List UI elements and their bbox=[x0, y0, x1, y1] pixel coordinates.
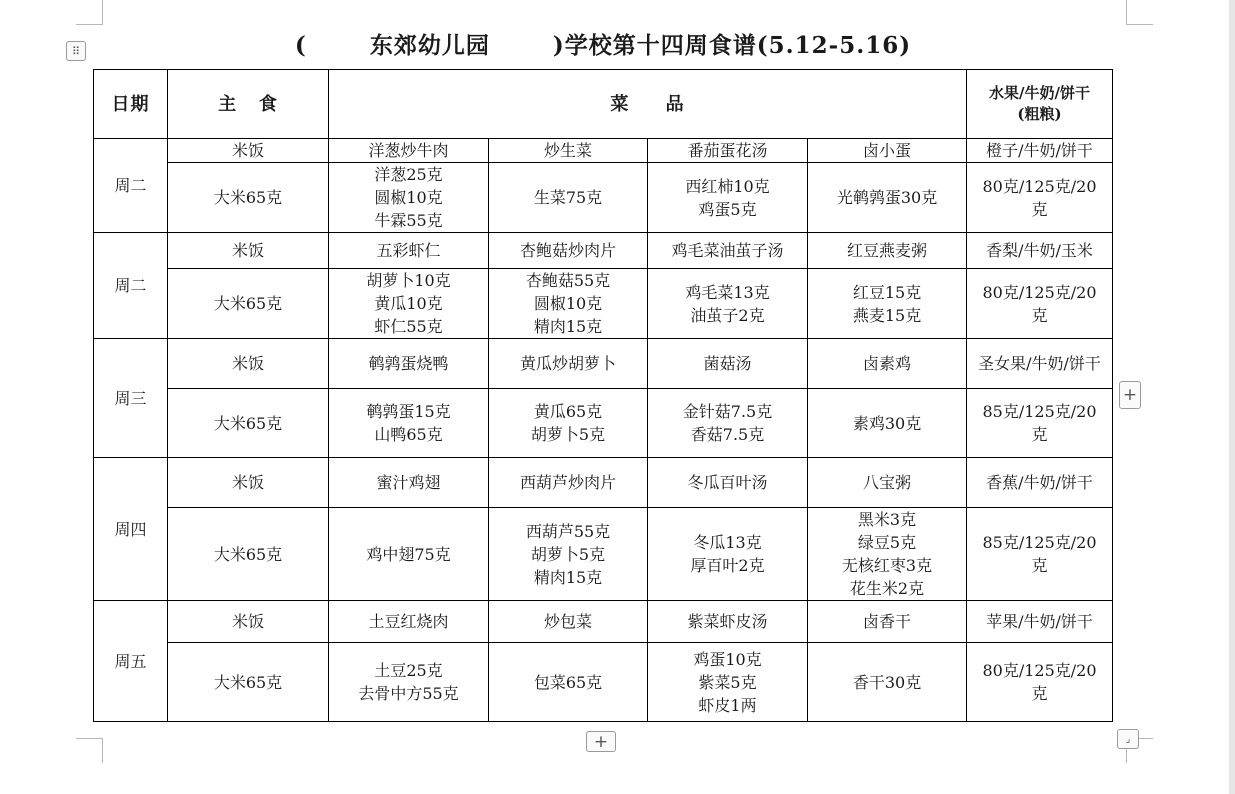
ingredient-line: 鸡蛋5克 bbox=[698, 199, 757, 219]
ingredient-line: 花生米2克 bbox=[849, 579, 925, 598]
ingredient-line: 包菜65克 bbox=[533, 672, 603, 692]
header-row bbox=[94, 70, 1113, 139]
ingredient-line: 光鹌鹑蛋30克 bbox=[836, 188, 938, 207]
day-cell: 周四 bbox=[94, 458, 168, 601]
fruit-detail-cell bbox=[967, 269, 1113, 339]
header-staple: 主 食 bbox=[168, 70, 329, 139]
move-handle-icon: ⠿ bbox=[71, 44, 81, 58]
ingredient-line: 鸡中翅75克 bbox=[366, 544, 451, 564]
staple-name-cell: 米饭 bbox=[168, 601, 329, 643]
ingredient-line: 克 bbox=[1031, 425, 1048, 444]
plus-icon: + bbox=[1122, 385, 1138, 405]
page-title: ( 东郊幼儿园 )学校第十四周食谱(5.12-5.16) bbox=[294, 32, 912, 59]
ingredient-line: 虾仁55克 bbox=[374, 317, 443, 336]
dish-detail-row bbox=[94, 389, 1113, 458]
ingredient-line: 生菜75克 bbox=[533, 188, 603, 207]
soup-detail-cell bbox=[648, 389, 808, 458]
page-corner-top-left bbox=[76, 0, 103, 25]
ingredient-line: 黑米3克 bbox=[857, 510, 917, 529]
ingredient-line: 厚百叶2克 bbox=[690, 556, 765, 575]
menu-body bbox=[94, 139, 1113, 722]
ingredient-line: 圆椒10克 bbox=[533, 294, 603, 313]
day-cell: 周五 bbox=[94, 601, 168, 722]
table-move-handle[interactable] bbox=[66, 41, 86, 61]
staple-name-cell: 米饭 bbox=[168, 139, 329, 163]
ingredient-line: 黄瓜10克 bbox=[374, 294, 443, 313]
ingredient-line: 大米65克 bbox=[213, 188, 283, 207]
fruit-name-cell: 橙子/牛奶/饼干 bbox=[967, 139, 1113, 163]
ingredient-line: 洋葱25克 bbox=[374, 165, 443, 184]
dish-detail-row bbox=[94, 643, 1113, 722]
side-dish-detail-cell bbox=[489, 163, 648, 233]
soup-detail-cell bbox=[648, 269, 808, 339]
ingredient-line: 圆椒10克 bbox=[374, 188, 443, 207]
ingredient-line: 精肉15克 bbox=[533, 317, 603, 336]
plus-icon: + bbox=[593, 731, 609, 752]
main-dish-name-cell: 鹌鹑蛋烧鸭 bbox=[329, 339, 489, 389]
ingredient-line: 克 bbox=[1031, 199, 1048, 219]
side-dish-name-cell: 黄瓜炒胡萝卜 bbox=[489, 339, 648, 389]
ingredient-line: 鸡蛋10克 bbox=[693, 649, 762, 669]
dish-name-row bbox=[94, 233, 1113, 269]
dish-name-row bbox=[94, 601, 1113, 643]
fruit-detail-cell bbox=[967, 643, 1113, 722]
fruit-name-cell: 香梨/牛奶/玉米 bbox=[967, 233, 1113, 269]
side-dish-detail-cell bbox=[489, 269, 648, 339]
day-cell: 周二 bbox=[94, 139, 168, 233]
ingredient-line: 胡萝卜5克 bbox=[530, 425, 606, 444]
main-dish-detail-cell bbox=[329, 163, 489, 233]
side-dish-detail-cell bbox=[489, 389, 648, 458]
ingredient-line: 西红柿10克 bbox=[685, 176, 770, 196]
dish-detail-row bbox=[94, 508, 1113, 601]
side-dish-detail-cell bbox=[489, 508, 648, 601]
ingredient-line: 香干30克 bbox=[852, 672, 922, 692]
main-dish-detail-cell bbox=[329, 269, 489, 339]
soup-detail-cell bbox=[648, 508, 808, 601]
staple-detail-cell bbox=[168, 508, 329, 601]
ingredient-line: 土豆25克 bbox=[374, 661, 443, 680]
ingredient-line: 素鸡30克 bbox=[852, 413, 922, 433]
ingredient-line: 山鸭65克 bbox=[374, 425, 443, 444]
snack-detail-cell bbox=[808, 163, 967, 233]
fruit-name-cell: 苹果/牛奶/饼干 bbox=[967, 601, 1113, 643]
ingredient-line: 燕麦15克 bbox=[852, 305, 922, 325]
dish-detail-row bbox=[94, 163, 1113, 233]
snack-name-cell: 卤香干 bbox=[808, 601, 967, 643]
page-corner-bottom-left bbox=[76, 738, 103, 763]
soup-name-cell: 菌菇汤 bbox=[648, 339, 808, 389]
ingredient-line: 金针菇7.5克 bbox=[682, 402, 773, 421]
dish-name-row bbox=[94, 139, 1113, 163]
side-dish-name-cell: 炒生菜 bbox=[489, 139, 648, 163]
ingredient-line: 绿豆5克 bbox=[857, 533, 917, 552]
dish-name-row bbox=[94, 458, 1113, 508]
header-fruit-line1: 水果/牛奶/饼干 bbox=[989, 84, 1091, 102]
side-dish-name-cell: 西葫芦炒肉片 bbox=[489, 458, 648, 508]
ingredient-line: 克 bbox=[1031, 684, 1048, 703]
fruit-detail-cell bbox=[967, 508, 1113, 601]
resize-corner-icon: ⌟ bbox=[1125, 733, 1131, 745]
main-dish-detail-cell bbox=[329, 389, 489, 458]
ingredient-line: 克 bbox=[1031, 305, 1048, 325]
main-dish-name-cell: 五彩虾仁 bbox=[329, 233, 489, 269]
ingredient-line: 黄瓜65克 bbox=[533, 402, 603, 421]
main-dish-detail-cell bbox=[329, 643, 489, 722]
soup-detail-cell bbox=[648, 643, 808, 722]
fruit-detail-cell bbox=[967, 389, 1113, 458]
ingredient-line: 精肉15克 bbox=[533, 567, 603, 587]
fruit-detail-cell bbox=[967, 163, 1113, 233]
ingredient-line: 80克/125克/20 bbox=[982, 282, 1097, 302]
ingredient-line: 牛霖55克 bbox=[374, 211, 443, 230]
ingredient-line: 冬瓜13克 bbox=[693, 533, 762, 552]
dish-detail-row bbox=[94, 269, 1113, 339]
snack-name-cell: 红豆燕麦粥 bbox=[808, 233, 967, 269]
fruit-name-cell: 香蕉/牛奶/饼干 bbox=[967, 458, 1113, 508]
day-cell: 周二 bbox=[94, 233, 168, 339]
header-fruit-line2: (粗粮) bbox=[1017, 105, 1062, 123]
ingredient-line: 克 bbox=[1031, 556, 1048, 575]
add-column-button[interactable] bbox=[1119, 381, 1141, 409]
header-dishes: 菜 品 bbox=[329, 70, 967, 139]
soup-name-cell: 冬瓜百叶汤 bbox=[648, 458, 808, 508]
staple-name-cell: 米饭 bbox=[168, 233, 329, 269]
snack-detail-cell bbox=[808, 643, 967, 722]
ingredient-line: 大米65克 bbox=[213, 294, 283, 313]
main-dish-name-cell: 蜜汁鸡翅 bbox=[329, 458, 489, 508]
add-row-button[interactable] bbox=[586, 731, 616, 752]
ingredient-line: 大米65克 bbox=[213, 413, 283, 433]
main-dish-name-cell: 土豆红烧肉 bbox=[329, 601, 489, 643]
staple-detail-cell bbox=[168, 163, 329, 233]
ingredient-line: 大米65克 bbox=[213, 672, 283, 692]
ingredient-line: 红豆15克 bbox=[852, 282, 922, 302]
ingredient-line: 香菇7.5克 bbox=[690, 425, 765, 444]
ingredient-line: 杏鲍菇55克 bbox=[525, 271, 611, 290]
table-resize-handle[interactable] bbox=[1117, 729, 1139, 749]
snack-detail-cell bbox=[808, 269, 967, 339]
menu-table bbox=[93, 69, 1113, 722]
staple-name-cell: 米饭 bbox=[168, 458, 329, 508]
staple-detail-cell bbox=[168, 269, 329, 339]
day-cell: 周三 bbox=[94, 339, 168, 458]
soup-name-cell: 番茄蛋花汤 bbox=[648, 139, 808, 163]
side-dish-name-cell: 炒包菜 bbox=[489, 601, 648, 643]
ingredient-line: 鹌鹑蛋15克 bbox=[366, 402, 451, 421]
snack-name-cell: 卤小蛋 bbox=[808, 139, 967, 163]
staple-detail-cell bbox=[168, 389, 329, 458]
side-dish-name-cell: 杏鲍菇炒肉片 bbox=[489, 233, 648, 269]
ingredient-line: 80克/125克/20 bbox=[982, 176, 1097, 196]
snack-detail-cell bbox=[808, 508, 967, 601]
ingredient-line: 胡萝卜5克 bbox=[530, 544, 606, 564]
snack-name-cell: 卤素鸡 bbox=[808, 339, 967, 389]
dish-name-row bbox=[94, 339, 1113, 389]
snack-name-cell: 八宝粥 bbox=[808, 458, 967, 508]
ingredient-line: 虾皮1两 bbox=[698, 695, 757, 715]
ingredient-line: 无核红枣3克 bbox=[841, 556, 933, 575]
soup-name-cell: 紫菜虾皮汤 bbox=[648, 601, 808, 643]
main-dish-name-cell: 洋葱炒牛肉 bbox=[329, 139, 489, 163]
staple-detail-cell bbox=[168, 643, 329, 722]
scrollbar-track[interactable] bbox=[1229, 0, 1235, 794]
page-corner-top-right bbox=[1126, 0, 1153, 25]
soup-detail-cell bbox=[648, 163, 808, 233]
ingredient-line: 西葫芦55克 bbox=[525, 521, 611, 541]
ingredient-line: 大米65克 bbox=[213, 544, 283, 564]
side-dish-detail-cell bbox=[489, 643, 648, 722]
ingredient-line: 胡萝卜10克 bbox=[366, 271, 451, 290]
ingredient-line: 鸡毛菜13克 bbox=[685, 282, 770, 302]
main-dish-detail-cell bbox=[329, 508, 489, 601]
ingredient-line: 80克/125克/20 bbox=[982, 661, 1097, 680]
ingredient-line: 85克/125克/20 bbox=[982, 402, 1097, 421]
ingredient-line: 紫菜5克 bbox=[698, 672, 757, 692]
ingredient-line: 油茧子2克 bbox=[690, 305, 765, 325]
header-date: 日期 bbox=[94, 70, 168, 139]
staple-name-cell: 米饭 bbox=[168, 339, 329, 389]
ingredient-line: 85克/125克/20 bbox=[982, 533, 1097, 552]
snack-detail-cell bbox=[808, 389, 967, 458]
ingredient-line: 去骨中方55克 bbox=[358, 684, 459, 703]
fruit-name-cell: 圣女果/牛奶/饼干 bbox=[967, 339, 1113, 389]
header-fruit bbox=[967, 70, 1113, 139]
soup-name-cell: 鸡毛菜油茧子汤 bbox=[648, 233, 808, 269]
